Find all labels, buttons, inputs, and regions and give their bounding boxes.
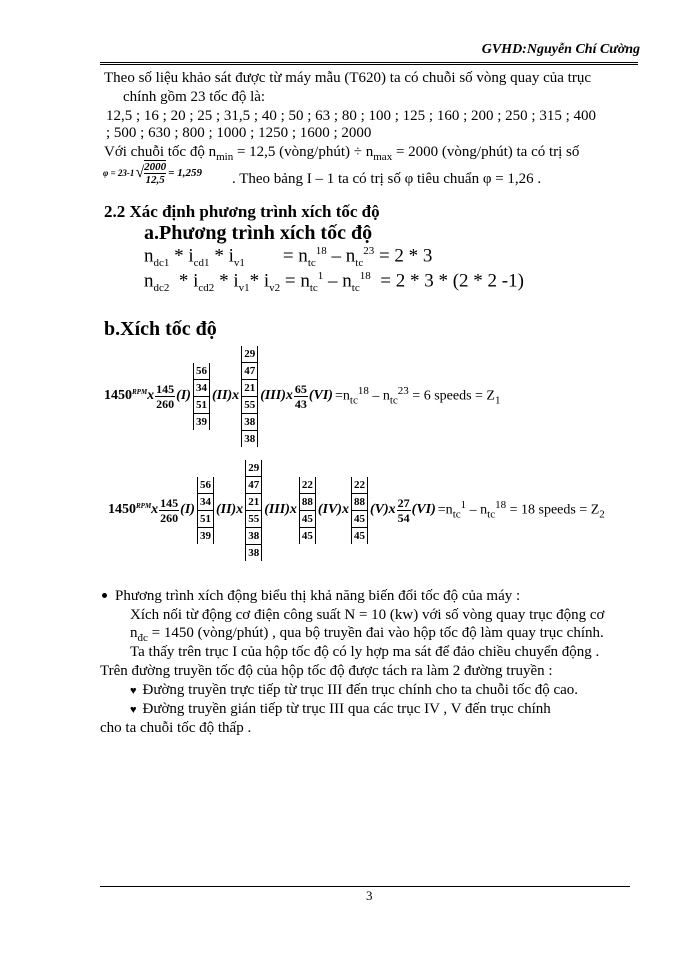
speed-chain-2: 1450 RPM x $\frac{145}{260}$ (I) 56 34 51 39 (II)x 29 47 21 55 38 38 (III)x 22 88 45 45 (IV)x 22 88 45 45 (V)x $\frac{27}{54}$ (VI) $=n_{tc}^1 - n_{tc}^{18} = 18$ speeds = $Z_2$: [108, 461, 605, 559]
body-para-1: Xích nối từ động cơ điện công suất N = 10 (kw) với số vòng quay trục động cơ: [130, 607, 605, 623]
body-para-4: Trên đường truyền tốc độ của hộp tốc độ được tách ra làm 2 đường truyền :: [100, 663, 553, 679]
intro-line-3: Với chuỗi tốc độ $n_{min} = 12,5$ (vòng/phút) ÷ $n_{max} = 2000$ (vòng/phút) ta có trị số: [104, 144, 580, 163]
intro-line-2: chính gồm 23 tốc độ là:: [123, 89, 266, 105]
equation-2: $n_{dc2} * i_{cd2} * i_{v1}*$ $i_{v2} = n_{tc}^1 - n_{tc}^{18} = 2 * 3 * (2 * 2$ -1): [144, 270, 524, 295]
highlight-1: ♥ Đường truyền trực tiếp từ trục III đến trục chính cho ta chuỗi tốc độ cao.: [130, 682, 579, 698]
section-b-title: b.Xích tốc độ: [104, 318, 217, 340]
speed-list-2: ; 500 ; 630 ; 800 ; 1000 ; 1250 ; 1600 ; 2000: [106, 125, 372, 141]
gear-group-4: 22 88 45 45: [351, 477, 368, 544]
gear-group-2: 29 47 21 55 38 38: [241, 346, 258, 447]
header-rule: [100, 62, 638, 63]
page-number: 3: [366, 888, 373, 903]
speed-list-1: 12,5 ; 16 ; 20 ; 25 ; 31,5 ; 40 ; 50 ; 63 ; 80 ; 100 ; 125 ; 160 ; 200 ; 250 ; 315 ; 400: [106, 108, 597, 124]
gear-group-3: 22 88 45 45: [299, 477, 316, 544]
section-2-2-title: 2.2 Xác định phương trình xích tốc độ: [104, 202, 380, 221]
heart-icon: ♥: [130, 704, 137, 716]
highlight-2: ♥ Đường truyền gián tiếp từ trục III qua các trục IV , V đến trục chính: [130, 701, 551, 717]
intro-line-1: Theo số liệu khảo sát được từ máy mẫu (T620) ta có chuỗi số vòng quay của trục: [104, 70, 591, 86]
body-para-3: Ta thấy trên trục I của hộp tốc độ có ly hợp ma sát để đảo chiều chuyển động .: [130, 644, 600, 660]
gear-group-1: 56 34 51 39: [193, 363, 210, 430]
highlight-2-cont: cho ta chuỗi tốc độ thấp .: [100, 720, 252, 736]
header-rule-2: [100, 64, 638, 65]
gear-group-2: 29 47 21 55 38 38: [245, 460, 262, 561]
footer-rule: [100, 886, 630, 887]
speed-chain-1: 1450 RPM x $\frac{145}{260}$ (I) 56 34 51 39 (II)x 29 47 21 55 38 38 (III)x $\frac{65}{43}$ (VI) $=n_{tc}^{18} - n_{tc}^{23} = 6$ speeds = $Z_1$: [104, 347, 501, 445]
bullet-1: Phương trình xích động biểu thị khả năng biến đổi tốc độ của máy :: [100, 587, 520, 606]
intro-line-4: . Theo bảng I – 1 ta có trị số φ tiêu chuẩn φ = 1,26 .: [232, 171, 542, 187]
gear-group-1: 56 34 51 39: [197, 477, 214, 544]
section-a-title: a.Phương trình xích tốc độ: [144, 222, 373, 244]
phi-formula: φ = 23-1 √ $\frac{2000}{12,5}$ = 1,259: [103, 161, 202, 186]
bullet-dot-icon: [102, 593, 107, 598]
header-author: GVHD:Nguyễn Chí Cường: [481, 42, 640, 57]
body-para-2: $n_{đc} = 1450$ (vòng/phút) , qua bộ truyền đai vào hộp tốc độ làm quay trục chính.: [130, 625, 604, 644]
heart-icon: ♥: [130, 685, 137, 697]
equation-1: $n_{dc1} * i_{cd1} * i_{v1}$ = $n_{tc}^{18} - n_{tc}^{23} = 2 * 3$: [144, 245, 433, 270]
